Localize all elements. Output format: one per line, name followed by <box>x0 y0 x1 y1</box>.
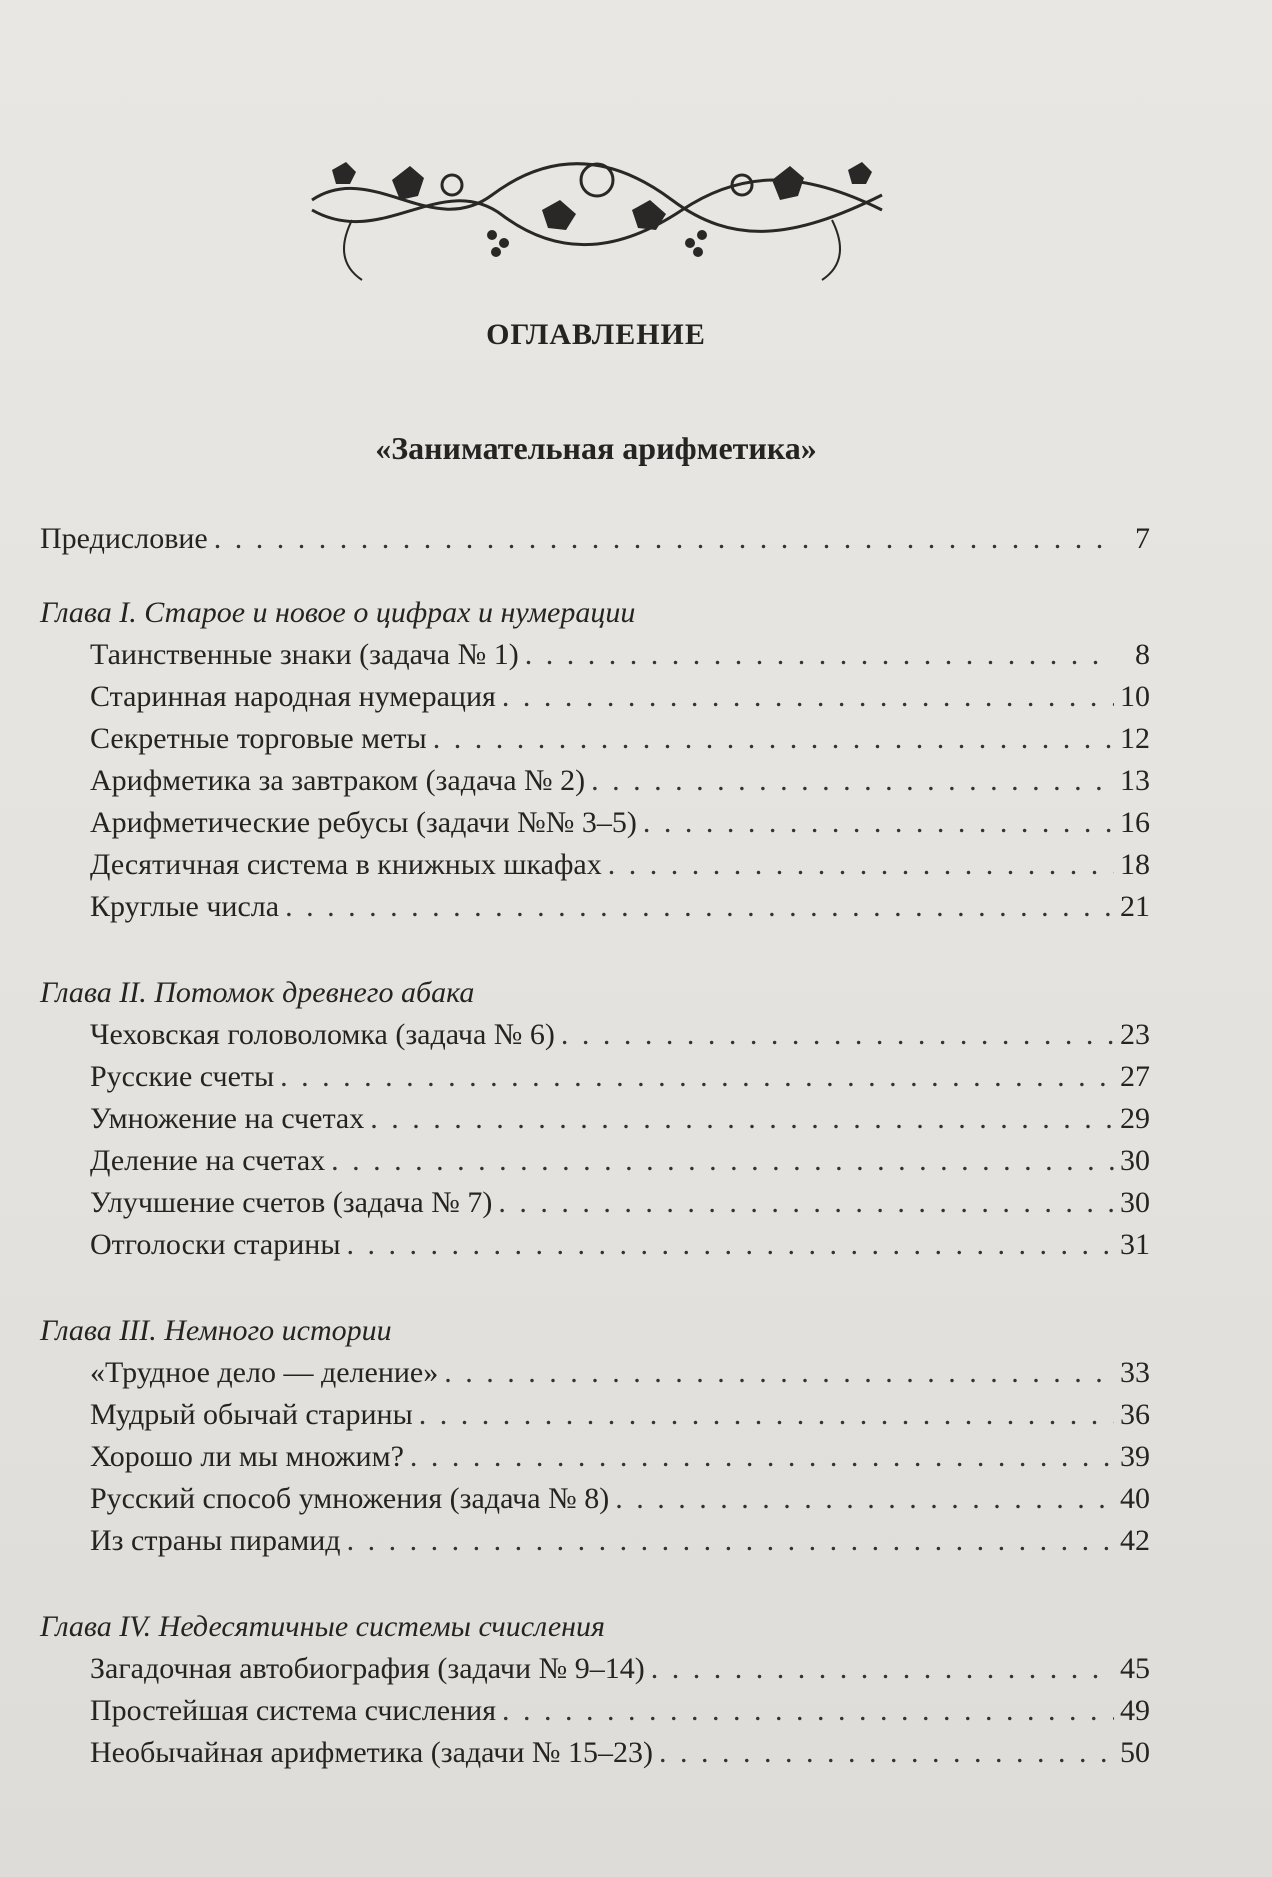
entry-title: Арифметические ребусы (задачи №№ 3–5) <box>90 806 637 839</box>
dot-leader <box>410 1436 1114 1478</box>
toc-entry[interactable] <box>40 1520 1150 1562</box>
entry-title: Чеховская головоломка (задача № 6) <box>90 1018 555 1051</box>
dot-leader <box>591 760 1114 802</box>
page-number: 30 <box>1120 1144 1150 1177</box>
toc-entry[interactable] <box>40 886 1150 928</box>
dot-leader <box>280 1056 1114 1098</box>
page-number: 45 <box>1120 1652 1150 1685</box>
dot-leader <box>651 1648 1114 1690</box>
entry-title: Из страны пирамид <box>90 1524 341 1557</box>
entry-title: Загадочная автобиография (задачи № 9–14) <box>90 1652 645 1685</box>
page-number: 33 <box>1120 1356 1150 1389</box>
dot-leader <box>433 718 1114 760</box>
page-number: 29 <box>1120 1102 1150 1135</box>
toc-entry[interactable] <box>40 1648 1150 1690</box>
toc-entry[interactable] <box>40 802 1150 844</box>
dot-leader <box>285 886 1114 928</box>
dot-leader <box>214 518 1114 560</box>
chapter-heading: Глава I. Старое и новое о цифрах и нумерации <box>40 596 636 629</box>
dot-leader <box>502 676 1114 718</box>
page-number: 23 <box>1120 1018 1150 1051</box>
dot-leader <box>659 1732 1114 1774</box>
toc-entry[interactable] <box>40 1224 1150 1266</box>
dot-leader <box>444 1352 1114 1394</box>
dot-leader <box>643 802 1114 844</box>
dot-leader <box>331 1140 1114 1182</box>
entry-title: Деление на счетах <box>90 1144 326 1177</box>
dot-leader <box>561 1014 1114 1056</box>
toc-entry[interactable] <box>40 1436 1150 1478</box>
entry-title: «Трудное дело — деление» <box>90 1356 439 1389</box>
toc-entry[interactable] <box>40 1732 1150 1774</box>
page-number: 27 <box>1120 1060 1150 1093</box>
page-number: 40 <box>1120 1482 1150 1515</box>
page-number: 18 <box>1120 848 1150 881</box>
chapter-heading: Глава II. Потомок древнего абака <box>40 976 475 1009</box>
dot-leader <box>370 1098 1114 1140</box>
dot-leader <box>525 634 1114 676</box>
chapter-heading: Глава IV. Недесятичные системы счисления <box>40 1610 605 1643</box>
vine-ornament-icon <box>292 140 902 290</box>
page-number: 39 <box>1120 1440 1150 1473</box>
entry-title: Таинственные знаки (задача № 1) <box>90 638 519 671</box>
entry-title: Предисловие <box>40 522 208 555</box>
table-of-contents <box>40 518 1150 1774</box>
toc-entry[interactable] <box>40 1140 1150 1182</box>
entry-title: Круглые числа <box>90 890 280 923</box>
dot-leader <box>347 1520 1114 1562</box>
page-number: 12 <box>1120 722 1150 755</box>
entry-title: Русский способ умножения (задача № 8) <box>90 1482 610 1515</box>
page-number: 49 <box>1120 1694 1150 1727</box>
toc-entry[interactable] <box>40 1478 1150 1520</box>
page-number: 30 <box>1120 1186 1150 1219</box>
entry-title: Простейшая система счисления <box>90 1694 496 1727</box>
toc-entry[interactable] <box>40 1098 1150 1140</box>
dot-leader <box>346 1224 1114 1266</box>
dot-leader <box>498 1182 1114 1224</box>
page-number: 7 <box>1135 522 1150 555</box>
toc-entry[interactable] <box>40 718 1150 760</box>
dot-leader <box>502 1690 1114 1732</box>
toc-entry-preface[interactable] <box>40 518 1150 560</box>
page-number: 21 <box>1120 890 1150 923</box>
toc-entry[interactable] <box>40 1182 1150 1224</box>
entry-title: Секретные торговые меты <box>90 722 427 755</box>
toc-heading: ОГЛАВЛЕНИЕ <box>486 318 706 351</box>
toc-entry[interactable] <box>40 634 1150 676</box>
page-number: 10 <box>1120 680 1150 713</box>
page-number: 31 <box>1120 1228 1150 1261</box>
dot-leader <box>419 1394 1114 1436</box>
entry-title: Отголоски старины <box>90 1228 341 1261</box>
page-number: 36 <box>1120 1398 1150 1431</box>
entry-title: Улучшение счетов (задача № 7) <box>90 1186 493 1219</box>
entry-title: Умножение на счетах <box>90 1102 365 1135</box>
toc-entry[interactable] <box>40 1690 1150 1732</box>
page-number: 42 <box>1120 1524 1150 1557</box>
toc-entry[interactable] <box>40 1014 1150 1056</box>
entry-title: Необычайная арифметика (задачи № 15–23) <box>90 1736 654 1769</box>
page-number: 8 <box>1135 638 1150 671</box>
page-number: 13 <box>1120 764 1150 797</box>
toc-entry[interactable] <box>40 676 1150 718</box>
page-number: 16 <box>1120 806 1150 839</box>
entry-title: Русские счеты <box>90 1060 275 1093</box>
dot-leader <box>615 1478 1114 1520</box>
toc-entry[interactable] <box>40 844 1150 886</box>
entry-title: Старинная народная нумерация <box>90 680 496 713</box>
page-number: 50 <box>1120 1736 1150 1769</box>
entry-title: Мудрый обычай старины <box>90 1398 413 1431</box>
entry-title: Арифметика за завтраком (задача № 2) <box>90 764 586 797</box>
entry-title: Десятичная система в книжных шкафах <box>90 848 602 881</box>
toc-entry[interactable] <box>40 1352 1150 1394</box>
toc-entry[interactable] <box>40 1056 1150 1098</box>
toc-entry[interactable] <box>40 760 1150 802</box>
book-title: «Занимательная арифметика» <box>375 430 817 466</box>
dot-leader <box>608 844 1114 886</box>
toc-entry[interactable] <box>40 1394 1150 1436</box>
entry-title: Хорошо ли мы множим? <box>90 1440 404 1473</box>
chapter-heading: Глава III. Немного истории <box>40 1314 392 1347</box>
